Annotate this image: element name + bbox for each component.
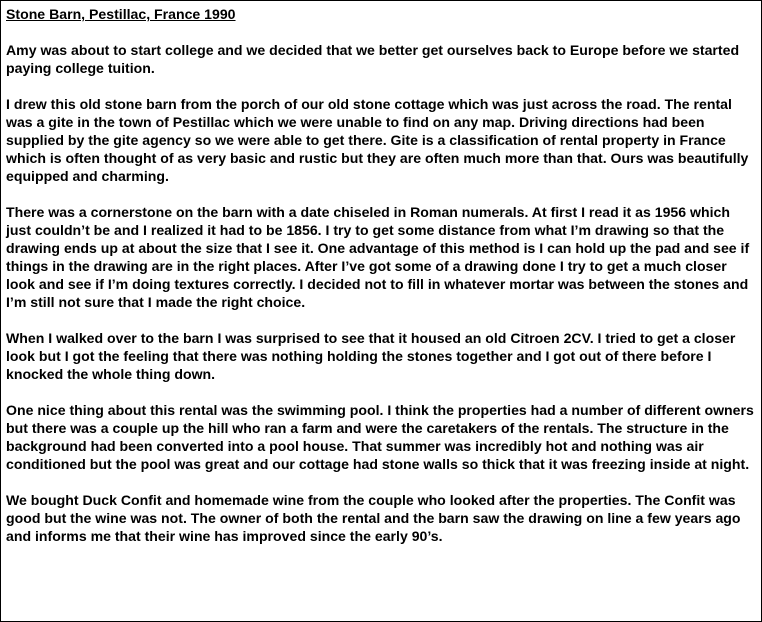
paragraph-duck-confit: We bought Duck Confit and homemade wine from the couple who looked after the properties. The Confit was good but the wine was not. The owner of both the rental and the barn saw the drawing on line a few years ago and informs me that their wine has improved since the early 90’s.: [6, 492, 741, 544]
paragraph-gite-rental: I drew this old stone barn from the porch of our old stone cottage which was just across the road. The rental was a gite in the town of Pestillac which we were unable to find on any map. Driving directions had been supplied by the gite agency so we were able to get there. Gite is a classification of rental property in France which is often thought of as very basic and rustic but they are often much more than that. Ours was beautifully equipped and charming.: [6, 96, 749, 184]
paragraph-swimming-pool: One nice thing about this rental was the swimming pool. I think the properties had a number of different owners but there was a couple up the hill who ran a farm and were the caretakers of the rentals. The structure in the background had been converted into a pool house. That summer was incredibly hot and nothing was air conditioned but the pool was great and our cottage had stone walls so thick that it was freezing inside at night.: [6, 402, 754, 472]
paragraph-trip-intro: Amy was about to start college and we decided that we better get ourselves back to Europe before we started paying college tuition.: [6, 42, 740, 76]
document-body: [6, 5, 758, 545]
paragraph-cornerstone: There was a cornerstone on the barn with a date chiseled in Roman numerals. At first I read it as 1956 which just couldn’t be and I realized it had to be 1856. I try to get some distance from what I’m drawing so that the drawing ends up at about the size that I see it. One advantage of this method is I can hold up the pad and see if things in the drawing are in the right places. After I’ve got some of a drawing done I try to get a much closer look and see if I’m doing textures correctly. I decided not to fill in whatever mortar was between the stones and I’m still not sure that I made the right choice.: [6, 204, 750, 310]
paragraph-citroen: When I walked over to the barn I was surprised to see that it housed an old Citroen 2CV. I tried to get a closer look but I got the feeling that there was nothing holding the stones together and I got out of there before I knocked the whole thing down.: [6, 330, 736, 382]
document-title: Stone Barn, Pestillac, France 1990: [6, 6, 236, 22]
